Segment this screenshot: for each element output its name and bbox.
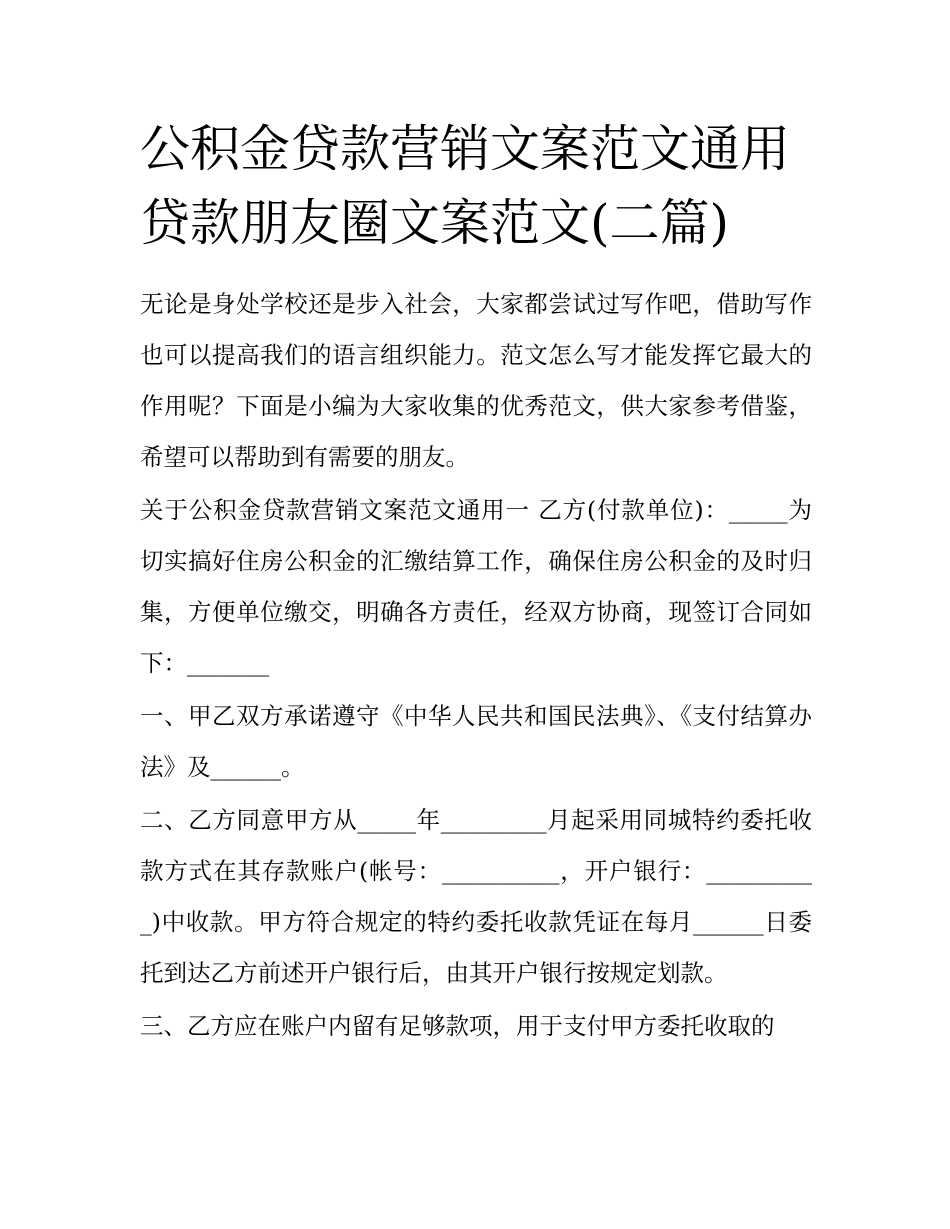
paragraph-clause-2: 二、乙方同意甲方从_____年_________月起采用同城特约委托收款方式在其存款账户(帐号：__________，开户银行：__________)中收款。甲方符合规定的特约委托收款凭证在每月______日委托到达乙方前述开户银行后，由其开户银行按规定划款。 bbox=[140, 806, 812, 987]
paragraph-clause-3: 三、乙方应在账户内留有足够款项，用于支付甲方委托收取的 bbox=[140, 1012, 775, 1040]
paragraph-contract-intro: 关于公积金贷款营销文案范文通用一 乙方(付款单位)：_____为切实搞好住房公积金的汇缴结算工作，确保住房公积金的及时归集，方便单位缴交，明确各方责任，经双方协商，现签订合同如下：_______ bbox=[140, 496, 812, 677]
document-body bbox=[140, 279, 812, 1054]
paragraph-clause-1: 一、甲乙双方承诺遵守《中华人民共和国民法典》、《支付结算办法》及______。 bbox=[140, 702, 812, 781]
paragraph-intro: 无论是身处学校还是步入社会，大家都尝试过写作吧，借助写作也可以提高我们的语言组织能力。范文怎么写才能发挥它最大的作用呢？下面是小编为大家收集的优秀范文，供大家参考借鉴，希望可以帮助到有需要的朋友。 bbox=[140, 290, 812, 471]
document-title: 公积金贷款营销文案范文通用贷款朋友圈文案范文(二篇) bbox=[140, 120, 790, 252]
